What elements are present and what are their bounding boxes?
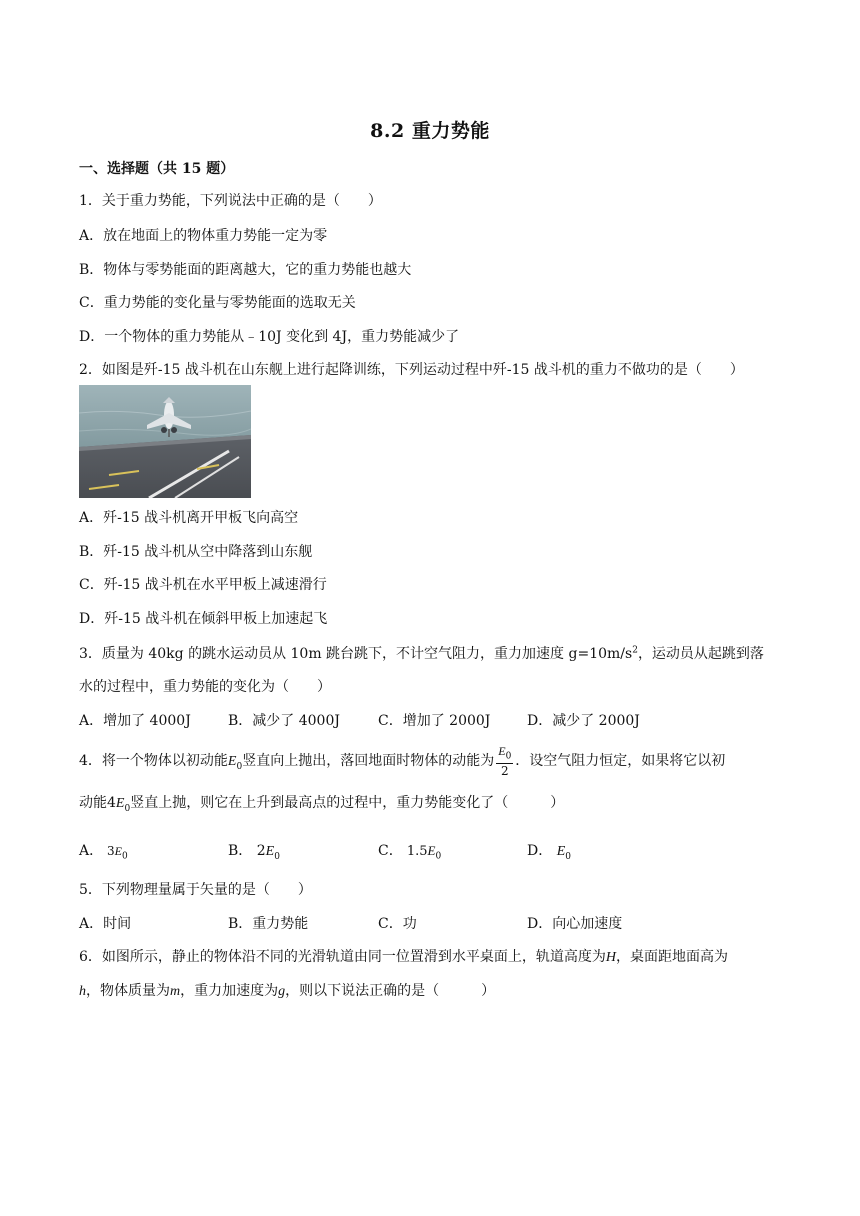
fighter-jet-photo — [79, 385, 251, 498]
q2-option-d: D．歼-15 战斗机在倾斜甲板上加速起飞 — [79, 611, 328, 627]
q4-option-a: A． $3E_0$ — [79, 843, 128, 862]
q3-option-c: C．增加了 2000J — [378, 713, 491, 729]
section-heading: 一、选择题（共 15 题） — [79, 161, 235, 177]
page-title: 8.2 重力势能 — [370, 120, 490, 142]
q3-option-a: A．增加了 4000J — [79, 713, 191, 729]
q3-stem-line1: 3．质量为 40kg 的跳水运动员从 10m 跳台跳下，不计空气阻力，重力加速度 $g=10m/s^2$，运动员从起跳到落 — [79, 645, 764, 662]
q6-stem-line2: h，物体质量为m，重力加速度为g，则以下说法正确的是（ ） — [79, 983, 496, 999]
q4-stem-line2: 动能$4E_0$竖直上抛，则它在上升到最高点的过程中，重力势能变化了（ ） — [79, 795, 565, 814]
fraction-e0-over-2: $\frac{E_0}{2}$ — [498, 744, 512, 779]
q5-option-c: C．功 — [378, 916, 417, 932]
q3-option-d: D．减少了 2000J — [527, 713, 640, 729]
q1-option-a: A．放在地面上的物体重力势能一定为零 — [79, 228, 328, 244]
q5-stem: 5．下列物理量属于矢量的是（ ） — [79, 882, 312, 898]
q4-option-c: C． $1.5E_0$ — [378, 843, 442, 862]
q1-stem: 1．关于重力势能，下列说法中正确的是（ ） — [79, 193, 382, 209]
q2-option-a: A．歼-15 战斗机离开甲板飞向高空 — [79, 510, 299, 526]
q4-stem-line1: 4．将一个物体以初动能$E_0$竖直向上抛出，落回地面时物体的动能为 $\frac{E_0}{2}$ ．设空气阻力恒定，如果将它以初 — [79, 744, 726, 779]
q4-option-b: B． $2E_0$ — [228, 843, 280, 862]
q3-stem-line2: 水的过程中，重力势能的变化为（ ） — [79, 679, 331, 695]
q4-option-d: D． $E_0$ — [527, 843, 571, 862]
q1-option-b: B．物体与零势能面的距离越大，它的重力势能也越大 — [79, 262, 412, 278]
q1-option-d: D．一个物体的重力势能从﹣10J 变化到 4J，重力势能减少了 — [79, 329, 460, 345]
q6-stem-line1: 6．如图所示，静止的物体沿不同的光滑轨道由同一位置滑到水平桌面上，轨道高度为H，桌面距地面高为 — [79, 949, 729, 965]
q2-option-b: B．歼-15 战斗机从空中降落到山东舰 — [79, 544, 313, 560]
q2-option-c: C．歼-15 战斗机在水平甲板上减速滑行 — [79, 577, 327, 593]
q5-option-a: A．时间 — [79, 916, 132, 932]
q5-option-d: D．向心加速度 — [527, 916, 623, 932]
q3-option-b: B．减少了 4000J — [228, 713, 340, 729]
q2-stem: 2．如图是歼-15 战斗机在山东舰上进行起降训练，下列运动过程中歼-15 战斗机的重力不做功的是（ ） — [79, 362, 744, 378]
q5-option-b: B．重力势能 — [228, 916, 309, 932]
q1-option-c: C．重力势能的变化量与零势能面的选取无关 — [79, 295, 356, 311]
